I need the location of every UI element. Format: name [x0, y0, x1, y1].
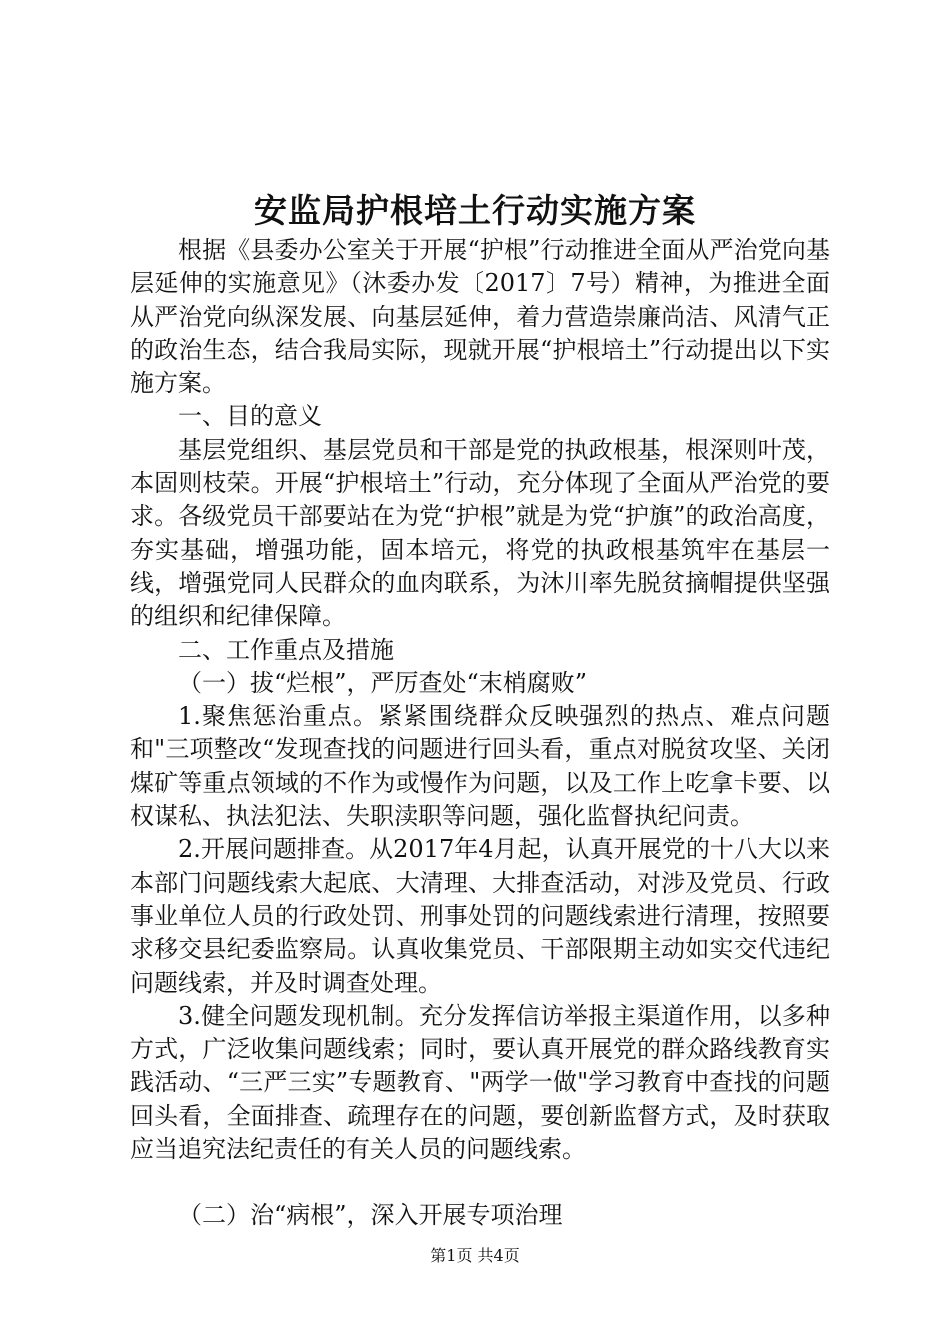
heading-measures: 二、工作重点及措施 — [178, 635, 394, 664]
subheading-1: （一）拔“烂根”，严厉查处“末梢腐败” — [178, 668, 588, 697]
paragraph-item-3: 3.健全问题发现机制。充分发挥信访举报主渠道作用，以多种方式，广泛收集问题线索；同时，要认真开展党的群众路线教育实践活动、“三严三实”专题教育、"两学一做"学习教育中查找的问题回头看，全面排查、疏理存在的问题，要创新监督方式，及时获取应当追究法纪责任的有关人员的问题线索。 — [130, 1001, 830, 1164]
paragraph-item-1: 1.聚焦惩治重点。紧紧围绕群众反映强烈的热点、难点问题和"三项整改“发现查找的问题进行回头看，重点对脱贫攻坚、关闭煤矿等重点领域的不作为或慢作为问题，以及工作上吃拿卡要、以权谋私、执法犯法、失职渎职等问题，强化监督执纪问责。 — [130, 702, 830, 831]
subheading-2: （二）治“病根”，深入开展专项治理 — [178, 1201, 563, 1230]
page-number-footer: 第1页 共4页 — [430, 1246, 520, 1265]
paragraph-purpose: 基层党组织、基层党员和干部是党的执政根基，根深则叶茂，本固则枝荣。开展“护根培土”行动，充分体现了全面从严治党的要求。各级党员干部要站在为党“护根”就是为党“护旗”的政治高度，夯实基础，增强功能，固本培元，将党的执政根基筑牢在基层一线，增强党同人民群众的血肉联系，为沐川率先脱贫摘帽提供坚强的组织和纪律保障。 — [130, 435, 830, 631]
paragraph-item-2: 2.开展问题排查。从2017年4月起，认真开展党的十八大以来本部门问题线索大起底、大清理、大排查活动，对涉及党员、行政事业单位人员的行政处罚、刑事处罚的问题线索进行清理，按照要求移交县纪委监察局。认真收集党员、干部限期主动如实交代违纪问题线索，并及时调查处理。 — [130, 835, 830, 997]
document-title: 安监局护根培土行动实施方案 — [254, 191, 696, 230]
document-body — [130, 234, 830, 1233]
heading-purpose: 一、目的意义 — [178, 402, 322, 431]
paragraph-intro: 根据《县委办公室关于开展“护根”行动推进全面从严治党向基层延伸的实施意见》（沐委办发〔2017〕7号）精神，为推进全面从严治党向纵深发展、向基层延伸，着力营造崇廉尚洁、风清气正的政治生态，结合我局实际，现就开展“护根培土”行动提出以下实施方案。 — [130, 236, 830, 398]
